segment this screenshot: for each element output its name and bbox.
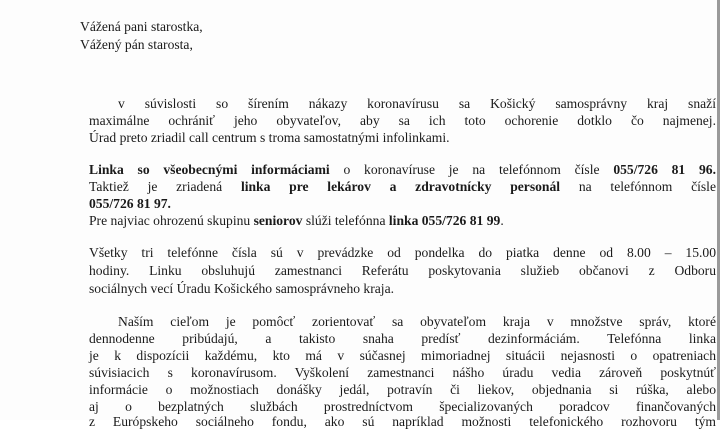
p4-line-1: Naším cieľom je pomôcť zorientovať sa obyvateľom kraja v množstve správ, ktoré bbox=[118, 314, 716, 329]
p4-line-2: dennodenne pribúdajú, a takisto snaha predísť dezinformáciám. Telefónna linka bbox=[89, 331, 716, 346]
p4-line-7: z Európskeho sociálneho fondu, ako sú napríklad možnosti telefonického rozhovoru tým bbox=[89, 414, 716, 429]
seniors-label: seniorov bbox=[253, 213, 303, 228]
p2-line-2-text-a: Taktiež je zriadená bbox=[89, 179, 241, 194]
salutation-line-1: Vážená pani starostka, bbox=[80, 19, 203, 34]
p4-line-5: informácie o možnostiach donášky jedál, potravín či liekov, objednania si rúška, alebo bbox=[89, 382, 716, 397]
p2-line-4-text-c: . bbox=[500, 213, 504, 228]
p1-line-3: Úrad preto zriadil call centrum s troma samostatnými infolinkami. bbox=[89, 130, 450, 145]
p1-line-2: maximálne ochrániť jeho obyvateľov, aby sa ich toto ochorenie dotklo čo najmenej. bbox=[89, 113, 716, 128]
general-info-line-label: Linka so všeobecnými informáciami bbox=[89, 162, 330, 177]
p3-line-3: sociálnych vecí Úradu Košického samosprávneho kraja. bbox=[89, 281, 395, 296]
p4-line-6: aj o bezplatných službách prostredníctvom špecializovaných poradcov finančovaných bbox=[89, 399, 716, 414]
p1-line-1: v súvislosti so šírením nákazy koronavírusu sa Košický samosprávny kraj snaží bbox=[118, 96, 716, 111]
p2-line-3 bbox=[89, 196, 716, 212]
salutation-line-2: Vážený pán starosta, bbox=[80, 37, 193, 52]
doctors-line-label: linka pre lekárov a zdravotnícky personál bbox=[240, 179, 561, 194]
general-info-phone: 055/726 81 96. bbox=[613, 162, 716, 177]
p4-line-3: je k dispozícii každému, kto má v súčasnej mimoriadnej situácii nejasnosti o opatreniach bbox=[89, 348, 716, 363]
p2-line-1 bbox=[89, 162, 716, 178]
doctors-phone: 055/726 81 97. bbox=[89, 196, 171, 211]
p4-line-4: súvisiacich s koronavírusom. Vyškolení zamestnanci nášho úradu vedia zároveň poskytnúť bbox=[89, 365, 716, 380]
p2-line-4-text-a: Pre najviac ohrozenú skupinu bbox=[89, 213, 254, 228]
p3-line-2: hodiny. Linku obsluhujú zamestnanci Referátu poskytovania služieb občanovi z Odboru bbox=[89, 263, 716, 278]
p2-line-1-text: o koronavíruse je na telefónnom čísle bbox=[329, 162, 614, 177]
seniors-phone: linka 055/726 81 99 bbox=[388, 213, 501, 228]
p2-line-4 bbox=[89, 213, 716, 229]
p2-line-2 bbox=[89, 179, 716, 195]
p3-line-1: Všetky tri telefónne čísla sú v prevádzke od pondelka do piatka denne od 8.00 – 15.00 bbox=[89, 245, 716, 260]
p2-line-4-text-b: slúži telefónna bbox=[302, 213, 389, 228]
p2-line-2-text-b: na telefónnom čísle bbox=[560, 179, 716, 194]
